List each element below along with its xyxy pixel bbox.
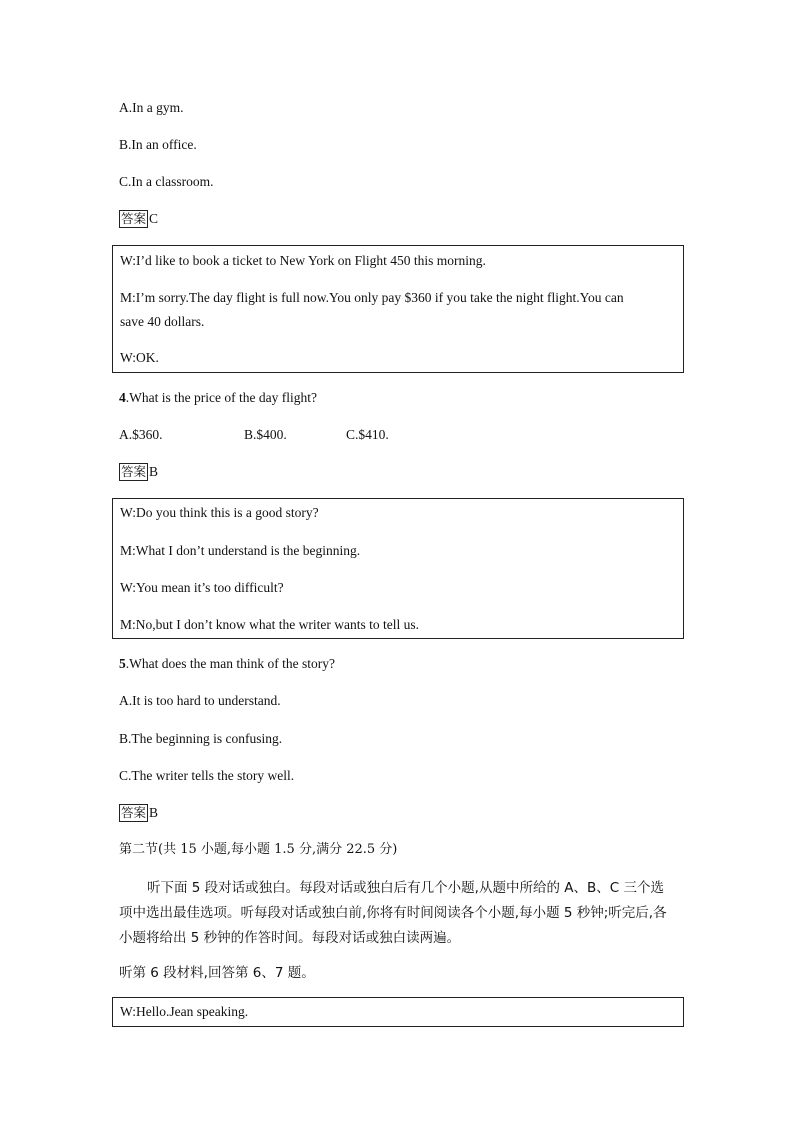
transcript-box-q5 — [112, 498, 684, 639]
q3-answer — [119, 210, 158, 228]
q3-option-a: A.In a gym. — [119, 100, 184, 115]
transcript-line: save 40 dollars. — [120, 314, 205, 329]
q4-question — [119, 389, 317, 407]
transcript-line: W:I’d like to book a ticket to New York on Flight 450 this morning. — [120, 253, 486, 268]
q4-option-c: C.$410. — [346, 427, 389, 442]
answer-badge: 答案 — [121, 211, 147, 226]
q3-option-c: C.In a classroom. — [119, 174, 214, 189]
q4-answer — [119, 463, 158, 481]
question-number: 4 — [119, 390, 126, 405]
q5-question — [119, 655, 335, 673]
q5-answer — [119, 804, 158, 822]
question-text: .What does the man think of the story? — [125, 656, 335, 671]
transcript-line: W:Do you think this is a good story? — [120, 505, 319, 520]
transcript-box-q4 — [112, 245, 684, 373]
transcript-line: M:What I don’t understand is the beginning. — [120, 543, 361, 558]
q4-option-a: A.$360. — [119, 427, 163, 442]
transcript-box-material-6 — [112, 997, 684, 1027]
q5-option-c: C.The writer tells the story well. — [119, 768, 295, 783]
section-instructions: 听下面 5 段对话或独白。每段对话或独白后有几个小题,从题中所给的 A、B、C 三个选项中选出最佳选项。听每段对话或独白前,你将有时间阅读各个小题,每小题 5 秒钟;听完后,各小题将给出 5 秒钟的作答时间。每段对话或独白读两遍。 — [119, 880, 667, 946]
q5-option-a: A.It is too hard to understand. — [119, 693, 281, 708]
question-number: 5 — [119, 656, 126, 671]
answer-value: B — [149, 805, 159, 820]
q3-option-b: B.In an office. — [119, 137, 197, 152]
transcript-line: W:Hello.Jean speaking. — [120, 1004, 249, 1019]
answer-badge: 答案 — [121, 805, 147, 820]
transcript-line: M:I’m sorry.The day flight is full now.You only pay $360 if you take the night flight.You can — [120, 290, 624, 305]
transcript-line: M:No,but I don’t know what the writer wants to tell us. — [120, 617, 419, 632]
q4-option-b: B.$400. — [244, 427, 287, 442]
question-text: .What is the price of the day flight? — [125, 390, 317, 405]
q5-option-b: B.The beginning is confusing. — [119, 731, 283, 746]
answer-badge: 答案 — [121, 464, 147, 479]
answer-value: B — [149, 464, 159, 479]
section-heading: 第二节(共 15 小题,每小题 1.5 分,满分 22.5 分) — [119, 842, 398, 857]
transcript-line: W:OK. — [120, 350, 159, 365]
transcript-line: W:You mean it’s too difficult? — [120, 580, 284, 595]
material-intro: 听第 6 段材料,回答第 6、7 题。 — [119, 965, 315, 981]
answer-value: C — [149, 211, 159, 226]
